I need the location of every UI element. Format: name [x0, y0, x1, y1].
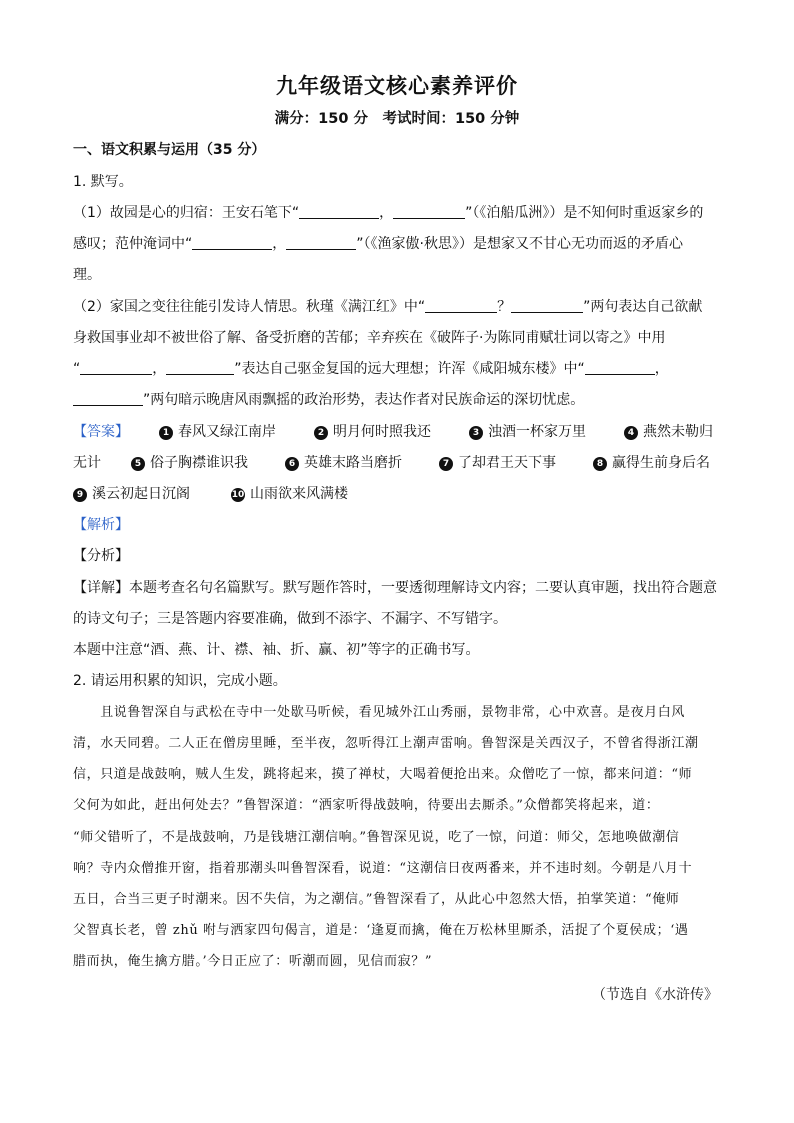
- section-heading: 一、语文积累与运用（35 分）: [73, 142, 266, 158]
- answer-blank[interactable]: [166, 359, 234, 375]
- answer-blank[interactable]: [80, 359, 152, 375]
- analysis-fenxi: 【分析】: [73, 548, 129, 564]
- answer-label: 【答案】: [73, 424, 129, 440]
- answer-item: 10 山雨欲来风满楼: [231, 486, 348, 502]
- passage-line: 清，水天同碧。二人正在僧房里睡，至半夜，忽听得江上潮声雷响。鲁智深是关西汉子，不曾省得浙江潮: [73, 736, 699, 751]
- answer-blank[interactable]: [73, 390, 143, 406]
- passage-line: “师父错听了，不是战鼓响，乃是钱塘江潮信响。”鲁智深见说，吃了一惊，问道：师父，怎地唤做潮信: [73, 830, 680, 845]
- answer-blank[interactable]: [425, 297, 497, 313]
- analysis-detail-line-2: 的诗文句子；三是答题内容要准确，做到不添字、不漏字、不写错字。: [73, 611, 507, 627]
- passage-source: （节选自《水浒传》: [592, 987, 718, 1003]
- question-1-part-2-line-2: 身救国事业却不被世俗了解、备受折磨的苦郁；辛弃疾在《破阵子·为陈同甫赋壮词以寄之》中用: [73, 330, 666, 346]
- passage-line: 且说鲁智深自与武松在寺中一处歇马听候，看见城外江山秀丽，景物非常，心中欢喜。是夜月白风: [73, 705, 686, 720]
- answer-blank[interactable]: [286, 234, 356, 250]
- answer-item: 2 明月何时照我还: [314, 422, 431, 442]
- question-1-label: 1. 默写。: [73, 174, 133, 190]
- passage-line: 响？寺内众僧推开窗，指着那潮头叫鲁智深看，说道：“这潮信日夜两番来，并不违时刻。今朝是八月十: [73, 861, 693, 876]
- passage-line: 父何为如此，赶出何处去？”鲁智深道：“洒家听得战鼓响，待要出去厮杀。”众僧都笑将起来，道：: [73, 798, 660, 813]
- passage-line: 腊而执，俺生擒方腊。’今日正应了：听潮而圆，见信而寂？”: [73, 954, 433, 969]
- passage-line: 父智真长老，曾 zhǔ 咐与洒家四句偈言，道是：‘逢夏而擒，俺在万松林里厮杀，活捉了个夏侯成；‘遇: [73, 923, 689, 938]
- question-1-part-1-line-2: 感叹；范仲淹词中“ ， ”（《渔家傲·秋思》）是想家又不甘心无功而返的矛盾心: [73, 236, 683, 252]
- answer-blank[interactable]: [192, 234, 272, 250]
- answer-item: 1 春风又绿江南岸: [159, 422, 276, 442]
- answer-item: 5 俗子胸襟谁识我: [131, 453, 248, 473]
- answer-item: 7 了却君王天下事: [439, 453, 556, 473]
- question-1-part-1-line-1: （1）故园是心的归宿：王安石笔下“ ， ”（《泊船瓜洲》）是不知何时重返家乡的: [73, 205, 704, 221]
- answer-item: 9 溪云初起日沉阁: [73, 484, 190, 504]
- answer-blank[interactable]: [511, 297, 583, 313]
- answer-item: 4 燕然未勒归: [624, 422, 713, 442]
- exam-info: 满分：150 分 考试时间：150 分钟: [274, 111, 520, 127]
- answer-item: 6 英雄末路当磨折: [285, 453, 402, 473]
- analysis-note: 本题中注意“酒、燕、计、襟、袖、折、赢、初”等字的正确书写。: [73, 642, 480, 658]
- answer-item: 3 浊酒一杯家万里: [469, 422, 586, 442]
- analysis-detail-line-1: 【详解】本题考查名句名篇默写。默写题作答时，一要透彻理解诗文内容；二要认真审题，找出符合题意: [73, 580, 717, 596]
- question-2-label: 2. 请运用积累的知识，完成小题。: [73, 673, 287, 689]
- answer-blank[interactable]: [393, 203, 465, 219]
- question-1-part-2-line-3: “ ， ”表达自己驱金复国的远大理想；许浑《咸阳城东楼》中“ ，: [73, 361, 669, 377]
- answer-item-continued: 无计: [73, 455, 101, 471]
- answer-blank[interactable]: [585, 359, 655, 375]
- question-1-part-1-line-3: 理。: [73, 267, 101, 283]
- passage-line: 信，只道是战鼓响，贼人生发，跳将起来，摸了禅杖，大喝着便抢出来。众僧吃了一惊，都来问道：“师: [73, 767, 693, 782]
- analysis-label: 【解析】: [73, 517, 129, 533]
- page-title: 九年级语文核心素养评价: [276, 74, 518, 98]
- passage-line: 五日，合当三更子时潮来。因不失信，为之潮信。”鲁智深看了，从此心中忽然大悟，拍掌笑道：“俺师: [73, 892, 680, 907]
- answer-row-2: [73, 453, 723, 473]
- question-1-part-2-line-1: （2）家国之变往往能引发诗人情思。秋瑾《满江红》中“ ？ ”两句表达自己欲献: [73, 299, 703, 315]
- answer-blank[interactable]: [299, 203, 379, 219]
- answer-item: 8 赢得生前身后名: [593, 453, 710, 473]
- question-1-part-2-line-4: ”两句暗示晚唐风雨飘摇的政治形势，表达作者对民族命运的深切忧虑。: [73, 390, 584, 410]
- answer-row-3: [73, 484, 723, 504]
- answer-row-1: [73, 422, 723, 442]
